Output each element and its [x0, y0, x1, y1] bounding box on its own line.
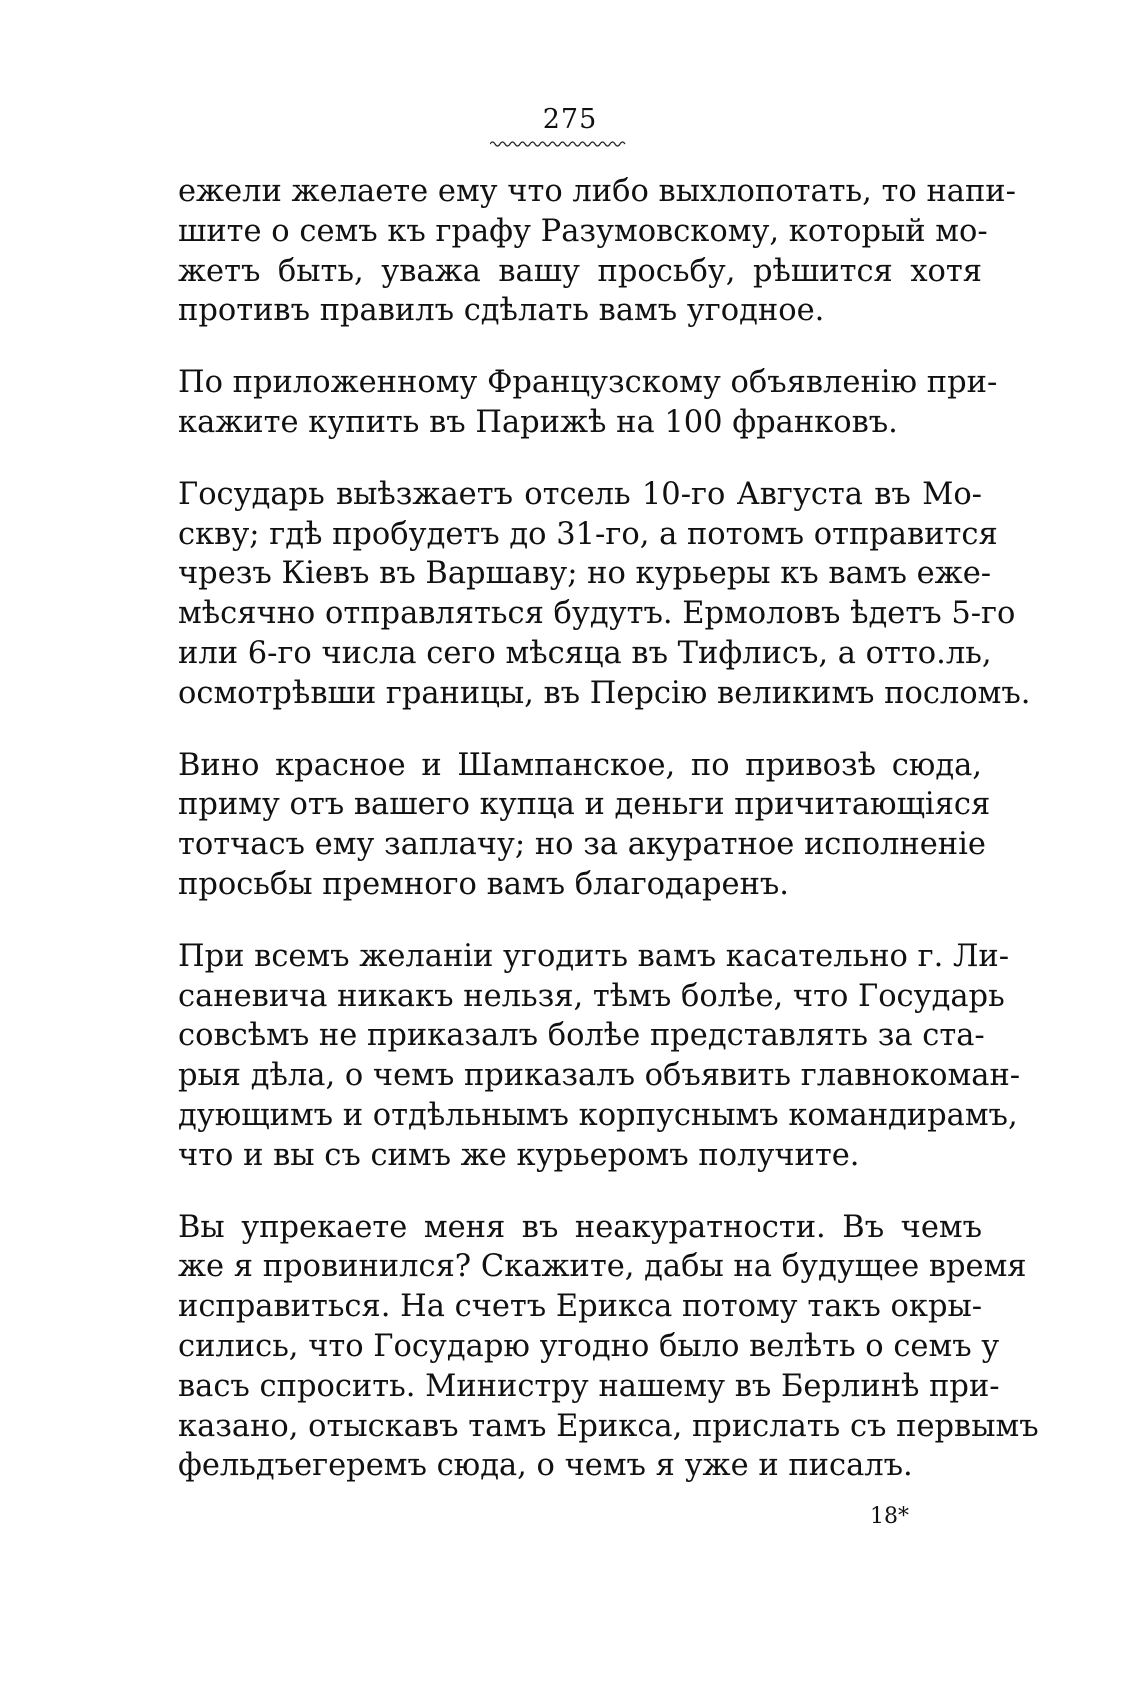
- text-line: осмотрѣвши границы, въ Персію великимъ посломъ.: [178, 675, 1031, 711]
- text-line: ежели желаете ему что либо выхлопотать, то напи-: [178, 174, 1016, 209]
- text-line: Государь выѣзжаетъ отсель 10-го Августа въ Мо-: [178, 476, 982, 512]
- text-line: Вы упрекаете меня въ неакуратности. Въ чемъ: [178, 1209, 982, 1245]
- text-line: чрезъ Кіевъ въ Варшаву; но курьеры къ вамъ еже-: [178, 556, 992, 592]
- text-line: жетъ быть, уважа вашу просьбу, рѣшится хотя: [178, 253, 982, 289]
- paragraph: [178, 363, 998, 443]
- text-line: скву; гдѣ пробудетъ до 31-го, а потомъ отправится: [178, 516, 998, 552]
- text-line: сились, что Государю угодно было велѣть о семъ у: [178, 1328, 1000, 1364]
- wavy-rule-ornament: [490, 140, 628, 148]
- text-line: дующимъ и отдѣльнымъ корпуснымъ командирамъ,: [178, 1097, 1018, 1133]
- paragraph: [178, 746, 991, 905]
- text-line: васъ спросить. Министру нашему въ Берлинѣ при-: [178, 1368, 1000, 1404]
- printer-signature-mark: 18*: [870, 1504, 909, 1529]
- text-line: Вино красное и Шампанское, по привозѣ сюда,: [178, 747, 982, 783]
- text-line: шите о семъ къ графу Разумовскому, который мо-: [178, 213, 988, 249]
- text-line: саневича никакъ нельзя, тѣмъ болѣе, что Государь: [178, 978, 1005, 1014]
- text-line: рыя дѣла, о чемъ приказалъ объявить главнокоман-: [178, 1058, 1021, 1094]
- text-line: тотчасъ ему заплачу; но за акуратное исполненіе: [178, 827, 986, 863]
- text-line: противъ правилъ сдѣлать вамъ угодное.: [178, 293, 825, 329]
- text-line: фельдъегеремъ сюда, о чемъ я уже и писалъ.: [178, 1448, 913, 1484]
- text-line: кажите купить въ Парижѣ на 100 франковъ.: [178, 404, 898, 440]
- text-line: или 6-го числа сего мѣсяца въ Тифлисъ, а отто.ль,: [178, 635, 992, 671]
- text-line: казано, отыскавъ тамъ Ерикса, прислать съ первымъ: [178, 1408, 1039, 1444]
- text-line: По приложенному Французскому объявленію при-: [178, 365, 998, 401]
- text-line: мѣсячно отправляться будутъ. Ермоловъ ѣдетъ 5-го: [178, 596, 1016, 632]
- text-line: просьбы премного вамъ благодаренъ.: [178, 866, 789, 902]
- text-line: исправиться. На счетъ Ерикса потому такъ окры-: [178, 1289, 983, 1325]
- body-text: [178, 172, 1039, 1518]
- paragraph: [178, 475, 1031, 714]
- paragraph: [178, 172, 1016, 331]
- text-line: совсѣмъ не приказалъ болѣе представлять за ста-: [178, 1018, 985, 1054]
- text-line: что и вы съ симъ же курьеромъ получите.: [178, 1137, 860, 1173]
- paragraph: [178, 937, 1021, 1176]
- text-line: приму отъ вашего купца и деньги причитающіяся: [178, 787, 991, 823]
- text-line: При всемъ желаніи угодить вамъ касательно г. Ли-: [178, 938, 1010, 974]
- text-line: же я провинился? Скажите, дабы на будущее время: [178, 1249, 1027, 1285]
- paragraph: [178, 1208, 1039, 1487]
- page-number: 275: [542, 104, 598, 135]
